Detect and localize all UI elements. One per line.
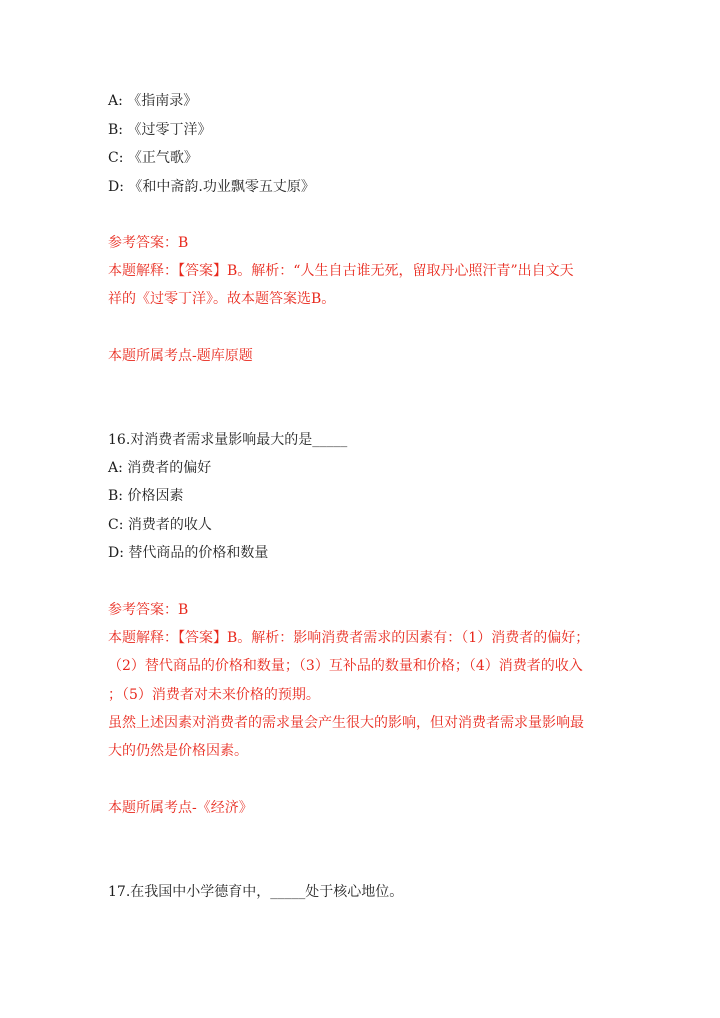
q15-explanation-line-1: 本题解释：【答案】B。解析：“人生自古谁无死，留取丹心照汗青”出自文天 <box>108 263 574 279</box>
q15-topic: 本题所属考点-题库原题 <box>108 348 253 364</box>
q16-explanation-line-5: 大的仍然是价格因素。 <box>108 743 248 759</box>
q16-explanation-line-4: 虽然上述因素对消费者的需求量会产生很大的影响，但对消费者需求量影响最 <box>108 715 584 731</box>
q16-explanation-line-3: ；（5）消费者对未来价格的预期。 <box>108 687 320 703</box>
q15-answer: 参考答案：B <box>108 235 189 251</box>
q16-explanation-line-2: （2）替代商品的价格和数量；（3）互补品的数量和价格；（4）消费者的收入 <box>108 658 583 674</box>
q16-option-d: D: 替代商品的价格和数量 <box>108 545 269 561</box>
q16-topic: 本题所属考点-《经济》 <box>108 800 253 816</box>
q16-question: 16.对消费者需求量影响最大的是_____ <box>108 432 348 448</box>
q15-option-d: D: 《和中斋韵.功业飘零五丈原》 <box>108 179 315 195</box>
q15-option-a: A: 《指南录》 <box>108 93 198 109</box>
q16-option-a: A: 消费者的偏好 <box>108 460 212 476</box>
q16-option-b: B: 价格因素 <box>108 488 184 504</box>
q15-option-c: C: 《正气歌》 <box>108 150 198 166</box>
q15-option-b: B: 《过零丁洋》 <box>108 122 212 138</box>
q16-explanation-line-1: 本题解释：【答案】B。解析：影响消费者需求的因素有：（1）消费者的偏好； <box>108 630 590 646</box>
q16-answer: 参考答案：B <box>108 602 189 618</box>
q17-question: 17.在我国中小学德育中，_____处于核心地位。 <box>108 884 404 900</box>
q16-option-c: C: 消费者的收人 <box>108 517 212 533</box>
q15-explanation-line-2: 祥的《过零丁洋》。故本题答案选B。 <box>108 291 336 307</box>
